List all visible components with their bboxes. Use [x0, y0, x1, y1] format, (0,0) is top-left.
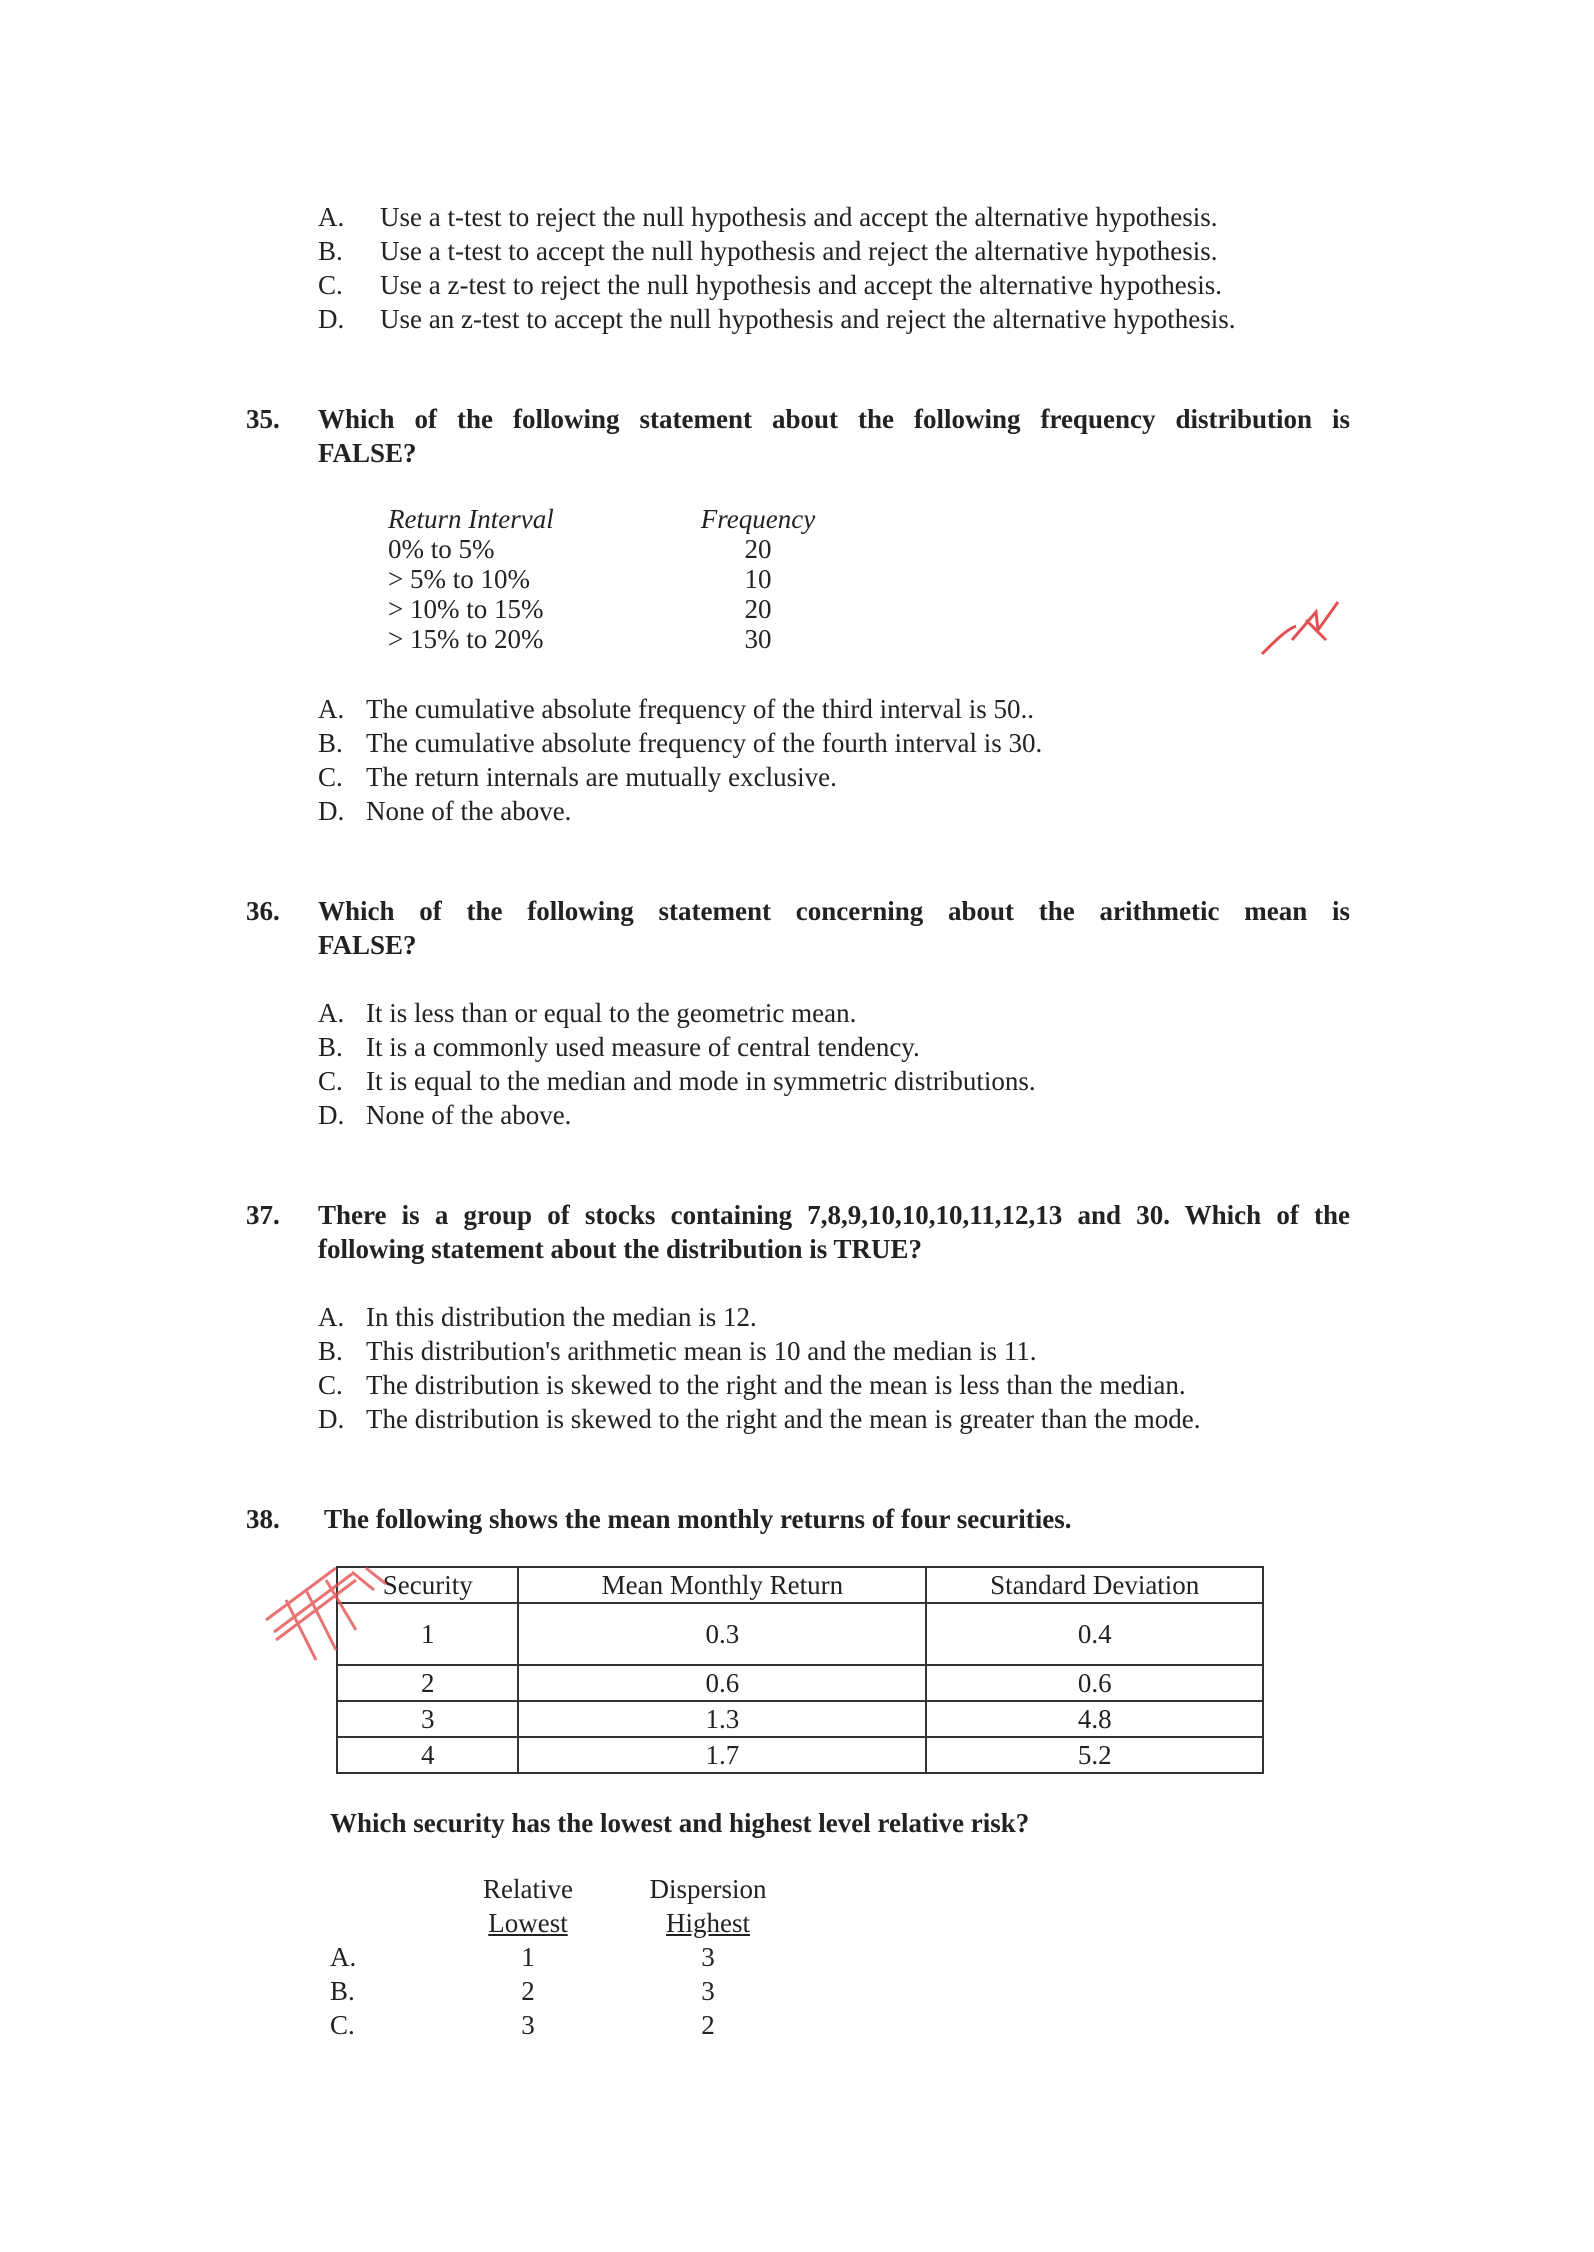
option-row [318, 794, 1378, 828]
option-row [318, 692, 1378, 726]
answer-row [330, 1974, 798, 2008]
question-number: 38. [246, 1504, 280, 1534]
std-dev-cell: 0.4 [926, 1603, 1263, 1665]
option-letter: B. [318, 236, 343, 266]
security-cell: 3 [337, 1701, 518, 1737]
option-letter: B. [330, 1976, 355, 2006]
frequency-cell: 20 [744, 534, 772, 564]
question-number: 35. [246, 404, 280, 434]
question-text-line1: Which of the following statement about the following frequency distribution is [318, 404, 1350, 434]
option-row [318, 996, 1378, 1030]
highest-cell: 3 [701, 1976, 715, 2006]
option-text: Use a t-test to reject the null hypothesis and accept the alternative hypothesis. [380, 202, 1218, 232]
option-text: The distribution is skewed to the right and the mean is less than the median. [366, 1370, 1186, 1400]
interval-cell: 0% to 5% [388, 534, 495, 564]
option-row [318, 1300, 1378, 1334]
option-letter: D. [318, 1100, 345, 1130]
option-text: It is equal to the median and mode in symmetric distributions. [366, 1066, 1036, 1096]
mean-return-cell: 1.7 [518, 1737, 926, 1773]
q36-heading [246, 894, 1366, 962]
question-text-line1: Which of the following statement concerning about the arithmetic mean is [318, 896, 1350, 926]
table-header-row [337, 1567, 1263, 1603]
dispersion-header: Dispersion [649, 1874, 767, 1904]
answer-grid [330, 1872, 798, 2042]
option-letter: B. [318, 728, 343, 758]
option-text: This distribution's arithmetic mean is 10 and the median is 11. [366, 1336, 1037, 1366]
mean-return-cell: 0.6 [518, 1665, 926, 1701]
question-text-line1: There is a group of stocks containing 7,8,9,10,10,10,11,12,13 and 30. Which of the [318, 1200, 1350, 1230]
option-text: The cumulative absolute frequency of the third interval is 50.. [366, 694, 1035, 724]
interval-cell: > 10% to 15% [388, 594, 544, 624]
interval-header: Return Interval [388, 504, 554, 534]
q38-subquestion: Which security has the lowest and highest level relative risk? [330, 1808, 1030, 1838]
option-row [318, 1334, 1378, 1368]
option-text: The return internals are mutually exclusive. [366, 762, 837, 792]
option-row [318, 1030, 1378, 1064]
option-letter: A. [330, 1942, 357, 1972]
option-letter: C. [318, 1066, 343, 1096]
option-letter: A. [318, 202, 345, 232]
answer-row [330, 2008, 798, 2042]
option-row [318, 726, 1378, 760]
lowest-header: Lowest [488, 1908, 568, 1938]
lowest-cell: 2 [521, 1976, 535, 2006]
lowest-cell: 1 [521, 1942, 535, 1972]
option-text: Use an z-test to accept the null hypothesis and reject the alternative hypothesis. [380, 304, 1236, 334]
frequency-cell: 20 [744, 594, 772, 624]
frequency-cell: 10 [744, 564, 772, 594]
answer-header-top [330, 1872, 798, 1906]
table-row [337, 1603, 1263, 1665]
option-row [318, 268, 1378, 302]
std-dev-header: Standard Deviation [926, 1567, 1263, 1603]
option-letter: A. [318, 1302, 345, 1332]
q37-heading [246, 1198, 1366, 1266]
answer-header-bottom [330, 1906, 798, 1940]
security-header: Security [337, 1567, 518, 1603]
q37-options [318, 1300, 1378, 1436]
option-row [318, 1064, 1378, 1098]
option-letter: C. [318, 270, 343, 300]
option-row [318, 302, 1378, 336]
option-text: Use a t-test to accept the null hypothesis and reject the alternative hypothesis. [380, 236, 1218, 266]
watermark-stamp [256, 1560, 406, 1670]
option-letter: C. [330, 2010, 355, 2040]
std-dev-cell: 5.2 [926, 1737, 1263, 1773]
interval-cell: > 15% to 20% [388, 624, 544, 654]
option-letter: A. [318, 998, 345, 1028]
question-number: 37. [246, 1200, 280, 1230]
frequency-table [388, 504, 818, 654]
question-text-line2: FALSE? [318, 438, 417, 468]
mean-return-cell: 0.3 [518, 1603, 926, 1665]
option-row [318, 234, 1378, 268]
option-letter: D. [318, 1404, 345, 1434]
q38-heading [246, 1502, 1366, 1536]
q36-options [318, 996, 1378, 1132]
relative-header: Relative [483, 1874, 573, 1904]
option-row [318, 1402, 1378, 1436]
option-letter: D. [318, 796, 345, 826]
frequency-row [388, 624, 818, 654]
option-letter: D. [318, 304, 345, 334]
option-row [318, 1368, 1378, 1402]
option-text: In this distribution the median is 12. [366, 1302, 757, 1332]
option-row [318, 760, 1378, 794]
highest-header: Highest [666, 1908, 750, 1938]
question-text: The following shows the mean monthly returns of four securities. [324, 1504, 1072, 1534]
table-row [337, 1701, 1263, 1737]
table-row [337, 1665, 1263, 1701]
option-letter: C. [318, 1370, 343, 1400]
question-text-line2: following statement about the distribution is TRUE? [318, 1234, 923, 1264]
q34-options [318, 200, 1378, 336]
frequency-cell: 30 [744, 624, 772, 654]
option-letter: B. [318, 1336, 343, 1366]
option-text: It is less than or equal to the geometric mean. [366, 998, 857, 1028]
option-letter: B. [318, 1032, 343, 1062]
option-letter: A. [318, 694, 345, 724]
interval-cell: > 5% to 10% [388, 564, 530, 594]
frequency-row [388, 564, 818, 594]
std-dev-cell: 0.6 [926, 1665, 1263, 1701]
frequency-table-header [388, 504, 818, 534]
option-text: None of the above. [366, 1100, 572, 1130]
option-row [318, 1098, 1378, 1132]
mean-return-cell: 1.3 [518, 1701, 926, 1737]
frequency-row [388, 534, 818, 564]
answer-row [330, 1940, 798, 1974]
option-text: Use a z-test to reject the null hypothesis and accept the alternative hypothesis. [380, 270, 1222, 300]
std-dev-cell: 4.8 [926, 1701, 1263, 1737]
lowest-cell: 3 [521, 2010, 535, 2040]
question-text-line2: FALSE? [318, 930, 417, 960]
q35-options [318, 692, 1378, 828]
security-cell: 1 [337, 1603, 518, 1665]
frequency-header: Frequency [700, 504, 816, 534]
securities-table [336, 1566, 1264, 1774]
security-cell: 4 [337, 1737, 518, 1773]
option-letter: C. [318, 762, 343, 792]
option-text: None of the above. [366, 796, 572, 826]
watermark-stamp-fragment [1256, 590, 1346, 660]
table-row [337, 1737, 1263, 1773]
mean-return-header: Mean Monthly Return [518, 1567, 926, 1603]
highest-cell: 2 [701, 2010, 715, 2040]
option-text: It is a commonly used measure of central tendency. [366, 1032, 920, 1062]
security-cell: 2 [337, 1665, 518, 1701]
q35-heading [246, 402, 1366, 470]
question-number: 36. [246, 896, 280, 926]
frequency-row [388, 594, 818, 624]
option-row [318, 200, 1378, 234]
option-text: The cumulative absolute frequency of the fourth interval is 30. [366, 728, 1043, 758]
option-text: The distribution is skewed to the right and the mean is greater than the mode. [366, 1404, 1201, 1434]
highest-cell: 3 [701, 1942, 715, 1972]
